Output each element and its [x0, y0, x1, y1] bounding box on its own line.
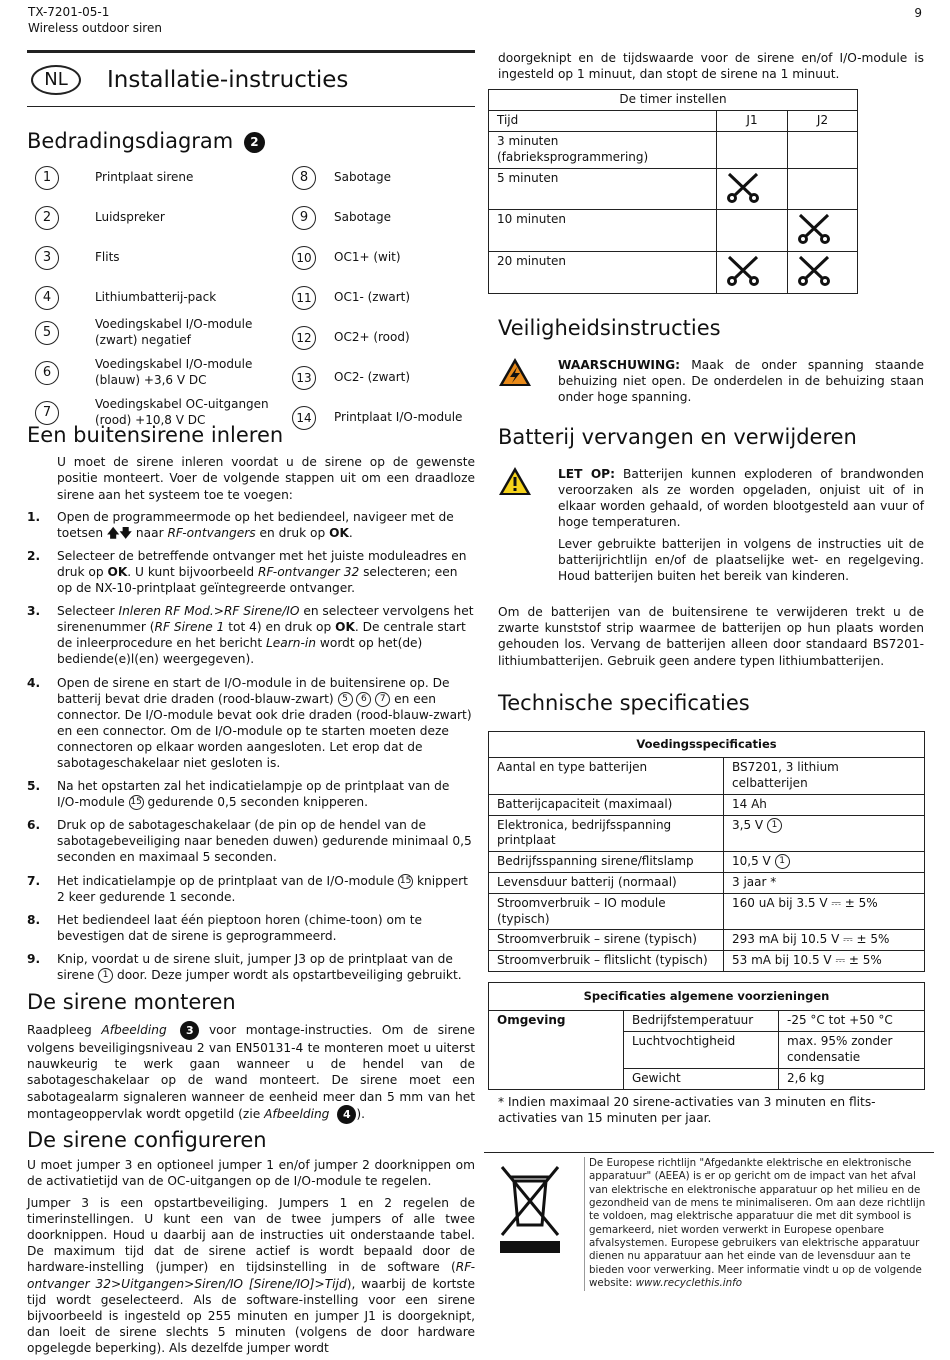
learn-step: [27, 912, 475, 944]
item-number: 3: [35, 246, 59, 270]
spec-value-cell: [724, 852, 925, 873]
item-ref: 15: [398, 874, 413, 889]
spec-value: 2,6 kg: [779, 1068, 925, 1089]
key-name: OK: [329, 525, 349, 540]
step-text: . U kunt bijvoorbeeld: [127, 564, 258, 579]
item-label: OC1- (zwart): [334, 290, 411, 305]
mount-heading: De sirene monteren: [27, 990, 236, 1015]
item-label: Sabotage: [334, 210, 391, 225]
step-text: Knip, voordat u de sirene sluit, jumper J3 op de printplaat van de sirene: [57, 951, 453, 982]
key-name: OK: [107, 564, 128, 579]
wiring-title: Bedradingsdiagram: [27, 129, 234, 153]
product-name: Wireless outdoor siren: [28, 21, 162, 36]
step-text: gedurende 0,5 seconden knipperen.: [143, 795, 369, 810]
battery-disposal-text: Lever gebruikte batterijen in volgens de instructies uit de batterijrichtlijn en/of de plaatselijke wet- en regelgeving. Houd batterijen buiten het bereik van kinderen.: [558, 537, 924, 584]
wiring-heading: [27, 129, 475, 154]
spec-value-cell: [724, 794, 925, 815]
learn-steps: [27, 509, 475, 983]
step-text: Selecteer de betreffende ontvanger met het juiste moduleadres en druk op: [57, 548, 467, 579]
table-row: [489, 131, 858, 168]
warning-label: WAARSCHUWING:: [558, 358, 681, 373]
spec-key: Bedrijfsspanning sirene/flitslamp: [489, 852, 724, 873]
warning-text: Maak de onder spanning staande behuizing niet open. De onderdelen in de behuizing staan onder hoge spanning.: [558, 358, 924, 405]
wiring-legend: [27, 166, 475, 431]
item-number: 6: [35, 361, 59, 385]
step-number: 7.: [27, 873, 41, 888]
figure-ref-badge: 3: [180, 1021, 199, 1040]
scissors-icon: [796, 212, 832, 244]
legend-item: [35, 206, 165, 230]
col-header: Tijd: [489, 111, 717, 132]
spec-key: Stroomverbruik – sirene (typisch): [489, 930, 724, 951]
item-number: 14: [292, 406, 316, 430]
item-number: 11: [292, 286, 316, 310]
configure-p2: [27, 1195, 475, 1356]
j2-cell: [788, 168, 858, 210]
item-label: OC1+ (wit): [334, 250, 401, 265]
weee-body: De Europese richtlijn "Afgedankte elektrische en elektronische apparatuur" (AEEA) is er op gericht om de impact van het afval van elektrische en elektronische apparatuur op het milieu en de gezondheid van de mens te minimaliseren. Om aan deze richtlijn te voldoen, mag elektrische apparatuur die met dit symbool is gemarkeerd, niet worden verwerkt in Europese openbare afvalsystemen. Europese gebruikers van elektrische apparatuur dienen nu apparatuur aan het einde van de levensduur aan te bieden voor verwerking. Meer informatie vindt u op de volgende website:: [589, 1156, 926, 1290]
spec-key: Aantal en type batterijen: [489, 758, 724, 795]
language-title-bar: [27, 50, 475, 107]
menu-path: RF-ontvanger 32>Uitgangen>Siren/IO [Sirene/IO]>Tijd: [27, 1260, 475, 1291]
spec-key: Bedrijfstemperatuur: [624, 1011, 779, 1032]
item-ref: 5: [338, 692, 353, 707]
spec-value-cell: [724, 873, 925, 894]
timer-table: [488, 89, 858, 294]
language-badge: NL: [31, 65, 81, 95]
legend-item: [35, 166, 193, 190]
figure-term: Afbeelding: [101, 1023, 167, 1038]
configure-p1: U moet jumper 3 en optioneel jumper 1 en/of jumper 2 doorknippen om de activatietijd van de OC-uitgangen op de I/O-module te regelen.: [27, 1157, 475, 1188]
step-number: 1.: [27, 509, 41, 524]
table-row: [489, 1011, 925, 1032]
step-text: wordt op het(de) bediende(e)l(en) weergegeven).: [57, 636, 423, 667]
learn-step: [27, 675, 475, 772]
table-row: [489, 873, 925, 894]
table-row: [489, 852, 925, 873]
weee-text: [584, 1157, 934, 1291]
item-ref: 6: [356, 692, 371, 707]
scissors-icon: [796, 254, 832, 286]
table-row: [489, 210, 858, 252]
step-text: knippert 2 keer gedurende 1 seconde.: [57, 873, 468, 904]
key-name: OK: [335, 620, 355, 635]
step-text: Druk op de sabotageschakelaar (de pin op de hendel van de sabotagebeveiliging naar beneden duwen) gedurende minimaal 0,5 seconden en maximaal 5 seconden.: [57, 818, 472, 865]
power-specs-table: [488, 731, 925, 972]
page-number: 9: [914, 6, 922, 20]
legend-item: [35, 246, 120, 270]
safety-heading: Veiligheidsinstructies: [498, 315, 721, 340]
j1-cell: [717, 131, 788, 168]
spec-value: -25 °C tot +50 °C: [779, 1011, 925, 1032]
step-number: 8.: [27, 912, 41, 927]
item-ref: 1: [98, 968, 113, 983]
menu-term: RF Sirene 1: [154, 620, 225, 635]
battery-heading: Batterij vervangen en verwijderen: [498, 425, 857, 450]
col-header: J2: [788, 111, 858, 132]
learn-heading: Een buitensirene inleren: [27, 423, 284, 448]
spec-value: 3,5 V: [732, 817, 764, 832]
step-text: naar: [132, 525, 168, 540]
step-text: . De centrale start de inleerprocedure en het bericht: [57, 620, 466, 651]
item-number: 10: [292, 246, 316, 270]
text-span: ), waarbij de kortste tijd wordt geselecteerd. Als de software-instelling voor een sirene bijvoorbeeld is ingesteld op 255 minuten en jumper J1 is doorgeknipt, dan loeit de sirene slechts 5 minuten (volgens de door hardware opgelegde beperking). Als dezelfde jumper wordt: [27, 1276, 476, 1355]
step-text: Na het opstarten zal het indicatielampje op de printplaat van de I/O-module: [57, 779, 450, 810]
step-number: 3.: [27, 604, 41, 619]
step-text: Selecteer: [57, 604, 119, 619]
step-text: tot 4) en druk op: [224, 620, 336, 635]
table-row: [489, 893, 925, 930]
specs-footnote: * Indien maximaal 20 sirene-activaties van 3 minuten en flits-activaties van 15 minuten per jaar.: [498, 1094, 876, 1125]
table-row: [489, 758, 925, 795]
menu-term: Learn-in: [266, 636, 317, 651]
j1-cell: [717, 210, 788, 252]
spec-value-cell: [724, 758, 925, 795]
item-label: Sabotage: [334, 170, 391, 185]
configure-p3: doorgeknipt en de tijdswaarde voor de sirene en/of I/O-module is ingesteld op 1 minuut, dan stopt de sirene na 1 minuut.: [498, 51, 924, 82]
spec-value-cell: [724, 893, 925, 930]
learn-step: [27, 873, 475, 905]
row-label: 20 minuten: [489, 252, 717, 294]
item-ref: 7: [375, 692, 390, 707]
learn-step: [27, 603, 475, 667]
spec-key: Stroomverbruik – IO module (typisch): [489, 893, 724, 930]
item-label: Flits: [95, 250, 120, 265]
learn-step: [27, 548, 475, 596]
page-title: Installatie-instructies: [107, 67, 349, 93]
scissors-icon: [725, 254, 761, 286]
legend-item: [35, 317, 265, 348]
spec-value-cell: [724, 815, 925, 852]
spec-key: Gewicht: [624, 1068, 779, 1089]
figure-term: Afbeelding: [264, 1106, 330, 1121]
battery-caution: [498, 466, 924, 585]
legend-item: [292, 326, 410, 350]
text-span: Raadpleeg: [27, 1023, 102, 1038]
spec-value: 293 mA bij 10.5 V ⎓ ± 5%: [732, 932, 890, 947]
specs-heading: Technische specificaties: [498, 690, 750, 715]
item-number: 4: [35, 286, 59, 310]
spec-value: 14 Ah: [732, 796, 767, 811]
item-label: Luidspreker: [95, 210, 165, 225]
general-specs-table: [488, 982, 925, 1089]
spec-value-cell: [724, 951, 925, 972]
step-text: Het indicatielampje op de printplaat van de I/O-module: [57, 873, 399, 888]
caution-icon: [498, 466, 558, 500]
table-row: [489, 794, 925, 815]
step-text: selecteren; een op de NX-10-printplaat geïntegreerde ontvanger.: [57, 564, 458, 596]
step-text: Open de sirene en start de I/O-module in de buitensirene op. De batterij bevat drie draden (rood-blauw-zwart): [57, 675, 450, 706]
spec-key: Stroomverbruik – flitslicht (typisch): [489, 951, 724, 972]
menu-term: Inleren RF Mod.>RF Sirene/IO: [118, 604, 300, 619]
text-span: voor montage-instructies. Om de sirene volgens beveiligingsniveau 2 van EN50131-4 te monteren moet u uiterst nauwkeurig te werk gaan wanneer u de hendel van de sabotageschakelaar op de wand monteert. De sirene moet een sabotagealarm signaleren wanneer de eenheid meer dan 5 mm van het montageoppervlak wordt opgetild (zie: [27, 1023, 476, 1121]
learn-step: [27, 778, 475, 810]
col-header: J1: [717, 111, 788, 132]
step-text: en selecteer vervolgens het sirenenummer (: [57, 604, 474, 635]
scissors-icon: [725, 171, 761, 203]
j2-cell: [788, 210, 858, 252]
row-label: 3 minuten (fabrieksprogrammering): [489, 131, 717, 168]
spec-value: max. 95% zonder condensatie: [779, 1032, 925, 1069]
legend-item: [35, 397, 275, 428]
item-label: Lithiumbatterij-pack: [95, 290, 217, 305]
step-text: en druk op: [255, 525, 330, 540]
caution-text: [558, 466, 924, 530]
learn-step: [27, 951, 475, 983]
weee-notice: [484, 1152, 934, 1291]
document-header: [28, 4, 162, 36]
crossed-bin-icon: [484, 1157, 584, 1291]
step-text: door. Deze jumper wordt als opstartbeveiliging gebruikt.: [113, 968, 462, 982]
step-text: Open de programmeermode op het bediendeel, navigeer met de toetsen: [57, 509, 454, 540]
legend-item: [292, 286, 410, 310]
text-span: Jumper 3 is een opstartbeveiliging. Jumpers 1 en 2 regelen de timerinstellingen. U kunt een van de twee jumpers of alle twee doorknippen. Houd u daarbij aan de instructies uit onderstaande tabel. De maximum tijd dat de sirene actief is wordt bepaald door de hardware-instelling (jumper) en tijdsinstelling in de software (: [27, 1196, 475, 1275]
item-number: 2: [35, 206, 59, 230]
legend-item: [292, 206, 391, 230]
table-row: [489, 930, 925, 951]
doc-id: TX-7201-05-1: [28, 5, 110, 19]
figure-ref-badge: 4: [337, 1105, 356, 1124]
item-label: Voedingskabel I/O-module (zwart) negatief: [95, 317, 253, 347]
j2-cell: [788, 131, 858, 168]
step-number: 5.: [27, 779, 41, 794]
legend-item: [292, 246, 401, 270]
item-ref: 1: [767, 818, 782, 833]
configure-heading: De sirene configureren: [27, 1127, 267, 1152]
spec-key: Batterijcapaciteit (maximaal): [489, 794, 724, 815]
item-label: Voedingskabel OC-uitgangen (rood) +10,8 V DC: [95, 397, 269, 427]
item-number: 5: [35, 321, 59, 345]
legend-item: [292, 406, 462, 430]
legend-item: [292, 166, 391, 190]
mount-text: [27, 1021, 475, 1123]
safety-warning: [498, 357, 924, 405]
learn-step: [27, 817, 475, 865]
high-voltage-warning-icon: [498, 357, 558, 391]
left-column: [27, 50, 475, 1356]
spec-key: Luchtvochtigheid: [624, 1032, 779, 1069]
item-label: Printplaat I/O-module: [334, 410, 463, 425]
menu-term: RF-ontvanger 32: [258, 564, 360, 579]
item-label: Printplaat sirene: [95, 170, 194, 185]
caution-label: LET OP:: [558, 466, 615, 481]
spec-key: Levensduur batterij (normaal): [489, 873, 724, 894]
spec-value: 160 uA bij 3.5 V ⎓ ± 5%: [732, 895, 878, 910]
j2-cell: [788, 252, 858, 294]
general-specs-title: Specificaties algemene voorzieningen: [489, 983, 925, 1011]
item-number: 12: [292, 326, 316, 350]
step-number: 2.: [27, 548, 41, 563]
table-row: [489, 168, 858, 210]
timer-table-title: De timer instellen: [489, 90, 858, 111]
j1-cell: [717, 252, 788, 294]
battery-removal-text: Om de batterijen van de buitensirene te verwijderen trekt u de zwarte kunststof strip waarmee de batterijen op hun plaats worden gehouden los. Vervang de batterijen alleen door standaard BS7201-lithiumbatterijen. Gebruik geen andere typen lithiumbatterijen.: [498, 605, 924, 668]
spec-value: 3 jaar *: [732, 875, 777, 889]
step-number: 6.: [27, 818, 41, 833]
right-column: [498, 50, 924, 1291]
figure-ref-badge: 2: [244, 132, 265, 153]
step-text: Het bediendeel laat één pieptoon horen (chime-toon) om te bevestigen dat de sirene is geprogrammeerd.: [57, 912, 422, 943]
row-label: 5 minuten: [489, 168, 717, 210]
text-span: ).: [356, 1106, 365, 1121]
item-ref: 15: [129, 795, 144, 810]
spec-value: 53 mA bij 10.5 V ⎓ ± 5%: [732, 953, 882, 968]
recycle-link[interactable]: www.recyclethis.info: [635, 1277, 743, 1290]
step-number: 9.: [27, 951, 41, 966]
legend-item: [35, 357, 265, 388]
safety-text: [558, 357, 924, 405]
legend-item: [292, 366, 410, 390]
step-text: en een connector. De I/O-module bevat ook drie draden (rood-blauw-zwart) en een connector. Om de I/O-module op te starten moeten deze connectoren op elkaar worden aangesloten. Let erop dat de sabotageschakelaar niet gesloten is.: [57, 691, 472, 770]
learn-step: [27, 509, 475, 541]
item-number: 7: [35, 401, 59, 425]
spec-value: 10,5 V: [732, 854, 771, 869]
legend-item: [35, 286, 216, 310]
item-number: 8: [292, 166, 316, 190]
table-row: [489, 815, 925, 852]
step-text: .: [348, 525, 353, 540]
menu-term: RF-ontvangers: [167, 525, 256, 540]
j1-cell: [717, 168, 788, 210]
item-label: Voedingskabel I/O-module (blauw) +3,6 V DC: [95, 357, 253, 387]
row-label: 10 minuten: [489, 210, 717, 252]
table-row: [489, 252, 858, 294]
item-label: OC2+ (rood): [334, 330, 410, 345]
arrow-keys-icon: 🡅🡇: [106, 525, 133, 540]
item-number: 9: [292, 206, 316, 230]
env-label: Omgeving: [489, 1011, 624, 1089]
table-row: [489, 951, 925, 972]
item-number: 13: [292, 366, 316, 390]
spec-value: BS7201, 3 lithium celbatterijen: [732, 760, 839, 790]
item-number: 1: [35, 166, 59, 190]
power-specs-title: Voedingsspecificaties: [489, 731, 925, 757]
caution-body: Batterijen kunnen exploderen of brandwonden veroorzaken als ze worden opgeladen, onjuist uit of in elkaar worden gehaald, of worden blootgesteld aan vuur of hoge temperaturen.: [558, 466, 924, 529]
step-number: 4.: [27, 675, 41, 690]
item-label: OC2- (zwart): [334, 370, 411, 385]
spec-value-cell: [724, 930, 925, 951]
spec-key: Elektronica, bedrijfsspanning printplaat: [489, 815, 724, 852]
item-ref: 1: [775, 854, 790, 869]
learn-intro: U moet de sirene inleren voordat u de sirene op de gewenste positie monteert. Voer de volgende stappen uit om een draadloze sirene aan het systeem toe te voegen:: [57, 455, 475, 502]
